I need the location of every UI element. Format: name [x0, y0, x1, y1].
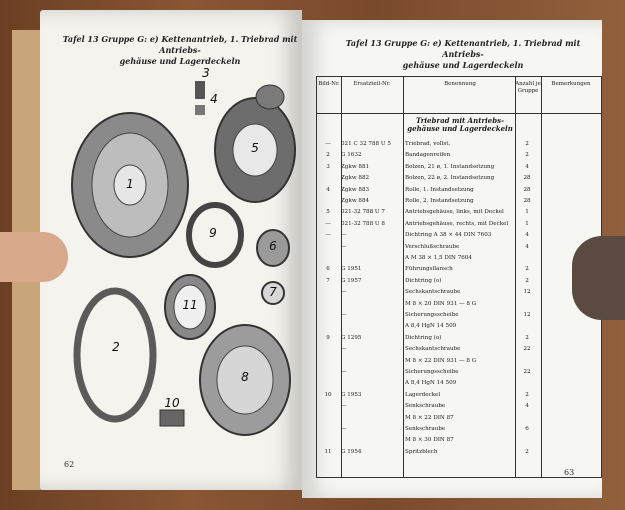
benennung-cell: Triebrad, vollst. [405, 141, 451, 147]
table-row [317, 380, 601, 388]
benennung-cell: Bandagenreifen [405, 152, 451, 159]
table-row [317, 323, 601, 331]
benennung-cell: M 8 × 20 DIN 931 — 8 G [405, 300, 477, 307]
table-row [317, 175, 601, 183]
benennung-cell: Dichtring (o) [405, 334, 442, 341]
benennung-cell: Führungsflansch [405, 266, 453, 273]
ersatzteil-nr-cell: — [341, 312, 347, 318]
ersatzteil-nr-cell: G 1951 [341, 266, 362, 273]
table-row [317, 232, 601, 240]
title-line-1: Tafel 13 Gruppe G: e) Kettenantrieb, 1. Triebrad mit Antriebs- [62, 34, 298, 55]
header-ersatzteil-nr: Ersatzteil-Nr. [353, 81, 391, 87]
anzahl-cell: 4 [525, 163, 529, 170]
section-title-line-1: Triebrad mit Antriebs- [416, 116, 504, 125]
ersatzteil-nr-cell: G 1632 [341, 152, 362, 159]
benennung-cell: M 8 × 30 DIN 87 [405, 437, 454, 444]
label-part-3: 3 [202, 66, 210, 80]
label-part-7: 7 [269, 285, 277, 299]
left-thumb [0, 232, 68, 282]
ersatzteil-nr-cell: G 1295 [341, 334, 362, 341]
anzahl-cell: 22 [523, 369, 531, 375]
part-10-cap [160, 410, 184, 426]
anzahl-cell: 1 [525, 209, 529, 216]
table-row [317, 266, 601, 274]
anzahl-cell: 2 [525, 141, 529, 147]
benennung-cell: A M 38 × 1,5 DIN 7604 [405, 255, 472, 261]
table-row [317, 198, 601, 206]
benennung-cell: Spritzblech [405, 448, 438, 455]
bild-nr-cell: 11 [324, 448, 332, 455]
parts-table [316, 76, 602, 478]
anzahl-cell: 2 [525, 448, 529, 455]
ersatzteil-nr-cell: — [341, 426, 347, 432]
benennung-cell: Rolle, 1. Instandsetzung [405, 186, 474, 193]
label-part-11: 11 [182, 298, 198, 312]
ersatzteil-nr-cell: Zgkw 884 [341, 198, 370, 204]
benennung-cell: Sechskantschraube [405, 289, 461, 296]
benennung-cell: M 8 × 22 DIN 931 — 8 G [405, 357, 477, 364]
table-row [317, 255, 601, 263]
table-row [317, 392, 601, 400]
benennung-cell: Sechskantschraube [405, 346, 461, 353]
ersatzteil-nr-cell: — [341, 289, 347, 296]
anzahl-cell: 1 [525, 220, 529, 227]
bild-nr-cell: 10 [324, 391, 332, 398]
table-row [317, 335, 601, 343]
anzahl-cell: 12 [523, 312, 531, 318]
anzahl-cell: 2 [525, 266, 529, 273]
bild-nr-cell: 7 [326, 277, 330, 284]
benennung-cell: Dichtring (o) [405, 277, 442, 284]
anzahl-cell: 4 [525, 243, 529, 250]
label-part-10: 10 [164, 396, 180, 410]
table-row [317, 289, 601, 297]
ersatzteil-nr-cell: G 1953 [341, 391, 362, 398]
anzahl-cell: 4 [525, 232, 529, 239]
table-row [317, 278, 601, 286]
table-row [317, 152, 601, 160]
ersatzteil-nr-cell: Zgkw 883 [341, 186, 370, 193]
bild-nr-cell: — [325, 232, 331, 239]
bild-nr-cell: 6 [326, 266, 330, 273]
section-title [405, 117, 515, 133]
header-anzahl: Anzahl je Gruppe [515, 81, 541, 94]
benennung-cell: Verschlußschraube [405, 243, 460, 250]
title-line-2: gehäuse und Lagerdeckeln [119, 56, 241, 66]
ersatzteil-nr-cell: G 1954 [341, 448, 362, 455]
table-row [317, 164, 601, 172]
exploded-parts-diagram [40, 55, 302, 495]
benennung-cell: Bolzen, 21 ø, 1. Instandsetzung [405, 163, 495, 170]
label-part-1: 1 [126, 177, 134, 191]
table-row [317, 209, 601, 217]
header-benennung: Benennung [444, 81, 476, 87]
table-row [317, 312, 601, 320]
label-part-8: 8 [241, 370, 249, 384]
ersatzteil-nr-cell: — [341, 369, 347, 375]
anzahl-cell: 28 [523, 186, 531, 193]
part-5-nub [256, 85, 284, 109]
anzahl-cell: 6 [525, 426, 529, 432]
benennung-cell: A 8,4 HgN 14 509 [405, 380, 457, 387]
table-header [317, 77, 601, 114]
table-row [317, 369, 601, 377]
benennung-cell: Bolzen, 22 ø, 2. Instandsetzung [405, 175, 495, 182]
part-4-roller [195, 105, 205, 115]
anzahl-cell: 28 [523, 198, 531, 204]
bild-nr-cell: — [325, 220, 331, 227]
right-page-number: 63 [564, 468, 575, 477]
ersatzteil-nr-cell: Zgkw 882 [341, 175, 370, 182]
title-line-2: gehäuse und Lagerdeckeln [402, 60, 524, 70]
bild-nr-cell: 9 [326, 334, 330, 341]
benennung-cell: Sicherungsscheibe [405, 312, 459, 318]
table-row [317, 403, 601, 411]
header-bild-nr: Bild-Nr. [318, 81, 340, 87]
ersatzteil-nr-cell: 021-32 788 U 8 [341, 220, 385, 227]
ersatzteil-nr-cell: — [341, 243, 347, 250]
right-page-title [328, 38, 598, 71]
anzahl-cell: 2 [525, 152, 529, 159]
bild-nr-cell: 2 [326, 152, 330, 159]
left-page [40, 10, 302, 490]
table-row [317, 426, 601, 434]
ersatzteil-nr-cell: G 1957 [341, 277, 362, 284]
benennung-cell: A 8,4 HgN 14 509 [405, 323, 457, 330]
bild-nr-cell: 4 [326, 186, 330, 193]
label-part-9: 9 [209, 226, 217, 240]
benennung-cell: Rolle, 2. Instandsetzung [405, 198, 474, 204]
benennung-cell: Antriebsgehäuse, rechts, mit Deckel [405, 220, 509, 227]
bild-nr-cell: — [325, 141, 331, 147]
table-row [317, 437, 601, 445]
label-part-5: 5 [251, 141, 259, 155]
anzahl-cell: 2 [525, 334, 529, 341]
part-2-tire [77, 291, 153, 419]
label-part-2: 2 [112, 340, 120, 354]
table-row [317, 221, 601, 229]
ersatzteil-nr-cell: Zgkw 881 [341, 163, 370, 170]
ersatzteil-nr-cell: 021-32 788 U 7 [341, 209, 385, 216]
header-bemerkungen: Bemerkungen [551, 81, 591, 87]
anzahl-cell: 12 [523, 289, 531, 296]
benennung-cell: Senkschraube [405, 403, 446, 410]
table-row [317, 346, 601, 354]
benennung-cell: Sicherungsscheibe [405, 369, 459, 375]
bild-nr-cell: 3 [326, 163, 330, 170]
right-thumb [572, 236, 625, 320]
table-row [317, 449, 601, 457]
benennung-cell: Senkschraube [405, 426, 446, 432]
table-row [317, 415, 601, 423]
table-row [317, 187, 601, 195]
anzahl-cell: 2 [525, 277, 529, 284]
table-row [317, 358, 601, 366]
label-part-6: 6 [269, 239, 277, 253]
label-part-4: 4 [210, 92, 218, 106]
table-row [317, 301, 601, 309]
ersatzteil-nr-cell: — [341, 346, 347, 353]
ersatzteil-nr-cell: — [341, 232, 347, 239]
table-row [317, 244, 601, 252]
anzahl-cell: 4 [525, 403, 529, 410]
anzahl-cell: 2 [525, 391, 529, 398]
section-title-line-2: gehäuse und Lagerdeckeln [407, 124, 513, 133]
right-page [302, 20, 602, 498]
anzahl-cell: 22 [523, 346, 531, 353]
bild-nr-cell: 5 [326, 209, 330, 216]
title-line-1: Tafel 13 Gruppe G: e) Kettenantrieb, 1. Triebrad mit Antriebs- [345, 38, 581, 59]
left-page-number: 62 [64, 460, 75, 469]
ersatzteil-nr-cell: — [341, 403, 347, 410]
table-row [317, 141, 601, 149]
benennung-cell: M 8 × 22 DIN 87 [405, 414, 454, 421]
ersatzteil-nr-cell: 021 C 32 788 U 5 [341, 141, 391, 147]
anzahl-cell: 28 [523, 175, 531, 182]
benennung-cell: Lagerdeckel [405, 391, 441, 398]
benennung-cell: Dichtring A 38 × 44 DIN 7603 [405, 232, 492, 239]
benennung-cell: Antriebsgehäuse, links, mit Deckel [405, 209, 504, 216]
